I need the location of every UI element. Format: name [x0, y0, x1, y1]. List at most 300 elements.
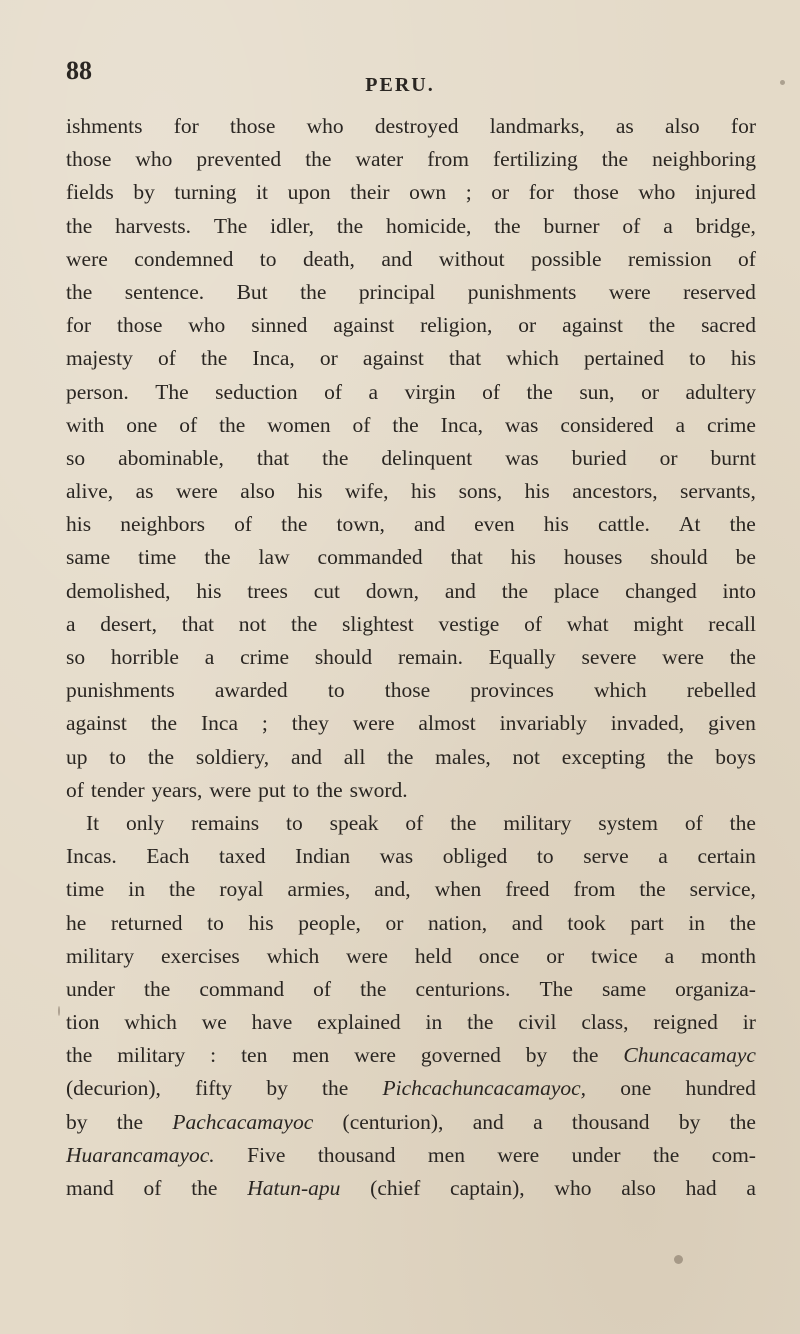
word: to	[286, 810, 303, 835]
word: remains	[191, 810, 260, 835]
word: or	[641, 379, 659, 404]
word: which	[266, 943, 320, 968]
word: those	[573, 180, 619, 205]
word: to	[292, 777, 310, 802]
word: and	[413, 512, 445, 537]
word: were	[346, 943, 388, 968]
word: certain	[697, 844, 756, 869]
word: or	[518, 313, 537, 338]
word: the	[204, 545, 231, 570]
word: a	[663, 213, 673, 238]
word: destroyed	[374, 114, 459, 138]
word: landmarks,	[489, 114, 585, 138]
word: men	[427, 1142, 465, 1167]
word: neighbors	[120, 512, 205, 537]
text-line	[66, 1139, 756, 1172]
text-line	[66, 641, 756, 674]
word: of	[352, 412, 371, 437]
page-number: 88	[66, 56, 92, 85]
word: Each	[146, 844, 190, 869]
word: from	[573, 877, 616, 902]
word: the	[729, 645, 756, 669]
text-line	[66, 1072, 756, 1105]
word: cut	[313, 578, 340, 603]
word: the	[291, 611, 318, 636]
word: by	[66, 1109, 88, 1134]
word: punishments	[66, 678, 175, 703]
word: to	[259, 246, 277, 271]
word: of	[738, 246, 756, 271]
word: to	[689, 346, 706, 371]
word: armies,	[287, 877, 351, 902]
word: from	[427, 147, 470, 172]
word: the	[653, 1142, 680, 1167]
word: to	[207, 910, 224, 935]
word: town,	[336, 512, 385, 537]
word: com-	[711, 1142, 756, 1167]
word: service,	[689, 877, 756, 902]
word: sun,	[579, 379, 615, 404]
word: Chuncacamayc	[623, 1043, 756, 1068]
word: captain),	[450, 1176, 525, 1200]
word: the	[147, 744, 175, 769]
word: civil	[518, 1010, 557, 1035]
word: the	[66, 1043, 93, 1068]
word: were	[209, 777, 252, 802]
text-line	[66, 940, 756, 973]
word: that	[181, 611, 215, 636]
word: harvests.	[115, 213, 191, 238]
text-line	[66, 1106, 756, 1139]
word: into	[722, 578, 756, 603]
text-line	[66, 707, 756, 740]
word: put	[258, 777, 286, 802]
text-line	[66, 873, 756, 906]
word: condemned	[134, 246, 234, 271]
word: was	[505, 445, 539, 470]
word: of	[405, 810, 424, 835]
word: ancestors,	[572, 479, 658, 504]
word: taxed	[218, 844, 266, 869]
word: to	[536, 844, 554, 869]
word: exercises	[160, 943, 240, 968]
word: were	[497, 1142, 540, 1167]
word: only	[126, 810, 165, 835]
text-line	[66, 342, 756, 375]
word: the	[392, 412, 419, 437]
word: took	[567, 910, 606, 935]
word: under	[571, 1142, 621, 1167]
word: as	[135, 479, 154, 504]
word: wife,	[344, 479, 389, 504]
word: against	[66, 711, 127, 736]
word: almost	[418, 711, 476, 736]
word: invariably	[499, 711, 587, 736]
word: cattle.	[597, 512, 650, 537]
word: system	[598, 810, 659, 835]
word: speak	[329, 810, 379, 835]
word: who	[135, 147, 173, 172]
word: or	[659, 445, 678, 470]
word: that	[256, 445, 290, 470]
word: invaded,	[610, 711, 685, 736]
word: severe	[581, 645, 637, 669]
word: At	[678, 512, 701, 537]
word: punishments	[467, 279, 577, 304]
word: thousand	[571, 1109, 650, 1134]
word: seduction	[215, 379, 298, 404]
word: royal	[219, 877, 264, 902]
word: remission	[627, 246, 712, 271]
word: of	[313, 976, 332, 1001]
word: which	[506, 346, 559, 371]
word: of	[622, 213, 641, 238]
word: against	[362, 346, 424, 371]
word: military	[503, 810, 572, 835]
word: sinned	[251, 313, 308, 338]
word: the	[639, 877, 666, 902]
word: It	[86, 810, 100, 835]
paper-speck	[674, 1255, 683, 1264]
word: time	[66, 877, 105, 902]
word: as	[615, 114, 634, 138]
word: fields	[66, 180, 114, 205]
word: their	[350, 180, 390, 205]
word: who	[638, 180, 676, 205]
word: tender	[90, 777, 145, 802]
word: the	[494, 213, 521, 238]
text-line	[66, 442, 756, 475]
word: those	[116, 313, 163, 338]
word: death,	[302, 246, 355, 271]
word: trees	[247, 578, 288, 603]
word: sacred	[701, 313, 756, 338]
word: organiza-	[675, 976, 756, 1001]
word: he	[66, 910, 87, 935]
word: the	[219, 412, 246, 437]
word: Inca	[201, 711, 238, 736]
word: command	[199, 976, 285, 1001]
word: were	[66, 246, 108, 271]
word: were	[352, 711, 395, 736]
word: the	[305, 147, 332, 172]
word: those	[66, 147, 112, 172]
word: (decurion),	[66, 1076, 161, 1101]
text-line	[66, 1039, 756, 1072]
word: the	[322, 445, 349, 470]
word: against	[333, 313, 395, 338]
word: The	[539, 976, 573, 1001]
word: should	[650, 545, 708, 570]
word: class,	[581, 1010, 629, 1035]
word: burnt	[710, 445, 756, 470]
word: nation,	[428, 910, 488, 935]
word: part	[630, 910, 664, 935]
word: servants,	[680, 479, 756, 504]
word: even	[474, 512, 515, 537]
word: under	[66, 976, 115, 1001]
word: a	[533, 1109, 543, 1134]
text-line	[66, 674, 756, 707]
word: Five	[247, 1142, 286, 1167]
word: or	[546, 943, 565, 968]
text-line	[66, 110, 756, 143]
word: have	[251, 1010, 293, 1035]
word: the	[729, 810, 756, 835]
word: the	[336, 213, 364, 238]
word: of	[157, 346, 176, 371]
word: also	[240, 479, 275, 504]
word: in	[425, 1010, 443, 1035]
word: by	[266, 1076, 288, 1101]
word: not	[238, 611, 267, 636]
word: virgin	[404, 379, 456, 404]
word: or	[319, 346, 338, 371]
word: Pachcacamayoc	[172, 1109, 314, 1134]
word: a	[204, 645, 215, 669]
word: or	[385, 910, 404, 935]
word: a	[368, 379, 379, 404]
word: in	[688, 910, 706, 935]
word: and	[444, 578, 476, 603]
word: sons,	[458, 479, 503, 504]
word: alive,	[66, 479, 114, 504]
word: religion,	[420, 313, 493, 338]
word: also	[665, 114, 700, 138]
word: excepting	[561, 744, 646, 769]
word: the	[281, 512, 308, 537]
paper-speck	[58, 1006, 60, 1016]
word: by	[678, 1109, 701, 1134]
word: held	[414, 943, 452, 968]
word: his	[411, 479, 437, 504]
word: his	[524, 479, 550, 504]
word: that	[448, 346, 482, 371]
word: the	[316, 777, 343, 802]
text-line	[66, 541, 756, 574]
word: ;	[261, 711, 268, 736]
word: idler,	[270, 213, 315, 238]
word: which	[124, 1010, 177, 1035]
word: what	[566, 611, 609, 636]
word: neighboring	[652, 147, 756, 172]
text-line	[66, 475, 756, 508]
word: principal	[358, 279, 436, 304]
text-line	[66, 276, 756, 309]
word: and	[472, 1109, 504, 1134]
word: Hatun-apu	[247, 1176, 341, 1200]
word: and	[381, 246, 413, 271]
word: commanded	[317, 545, 423, 570]
word: the	[150, 711, 178, 736]
word: also	[621, 1176, 656, 1200]
word: remain.	[397, 645, 464, 669]
word: were	[354, 1043, 396, 1068]
word: adultery	[685, 379, 756, 404]
word: sword.	[349, 777, 408, 802]
word: Indian	[295, 844, 351, 869]
word: his	[510, 545, 536, 570]
word: military	[66, 943, 135, 968]
word: to	[109, 744, 127, 769]
word: reigned	[653, 1010, 718, 1035]
word: time	[138, 545, 177, 570]
word: (centurion),	[342, 1109, 444, 1134]
word: ir	[742, 1010, 756, 1035]
word: the	[450, 810, 477, 835]
word: returned	[110, 910, 183, 935]
word: his	[730, 346, 756, 371]
word: injured	[694, 180, 756, 205]
word: recall	[708, 611, 756, 636]
word: ;	[465, 180, 472, 205]
word: buried	[571, 445, 627, 470]
word: burner	[543, 213, 600, 238]
word: the	[667, 744, 694, 769]
word: the	[201, 346, 228, 371]
word: the	[322, 1076, 349, 1101]
word: the	[144, 976, 171, 1001]
word: his	[66, 512, 92, 537]
word: the	[66, 213, 93, 238]
word: were	[662, 645, 704, 669]
word: the	[66, 279, 93, 304]
word: those	[384, 678, 431, 703]
word: freed	[505, 877, 550, 902]
word: the	[648, 313, 676, 338]
word: explained	[317, 1010, 401, 1035]
word: fertilizing	[493, 147, 578, 172]
word: majesty	[66, 346, 133, 371]
text-line	[66, 807, 756, 840]
word: or	[491, 180, 510, 205]
word: to	[327, 678, 345, 703]
word: who	[554, 1176, 592, 1200]
word: Pichcachuncacamayoc,	[382, 1076, 587, 1101]
word: soldiery,	[195, 744, 270, 769]
word: pertained	[583, 346, 664, 371]
text-line	[66, 176, 756, 209]
word: his	[543, 512, 569, 537]
word: the	[729, 910, 756, 935]
word: But	[236, 279, 268, 304]
word: by	[525, 1043, 548, 1068]
word: given	[708, 711, 756, 736]
word: the	[116, 1109, 144, 1134]
word: people,	[298, 910, 361, 935]
word: his	[248, 910, 274, 935]
word: of	[234, 512, 252, 537]
word: houses	[563, 545, 623, 570]
text-line	[66, 608, 756, 641]
word: of	[143, 1176, 162, 1200]
word: of	[179, 412, 198, 437]
word: turning	[174, 180, 237, 205]
word: month	[701, 943, 756, 968]
word: women	[267, 412, 331, 437]
word: who	[306, 114, 344, 138]
word: serve	[583, 844, 629, 869]
word: reserved	[683, 279, 756, 304]
word: we	[201, 1010, 227, 1035]
word: men	[292, 1043, 330, 1068]
word: boys	[715, 744, 756, 769]
word: a	[675, 412, 686, 437]
word: ten	[241, 1043, 268, 1068]
word: sentence.	[124, 279, 205, 304]
word: without	[438, 246, 505, 271]
word: in	[128, 877, 145, 902]
word: his	[196, 578, 222, 603]
word: should	[314, 645, 373, 669]
text-line	[66, 840, 756, 873]
text-line	[66, 741, 756, 774]
word: rebelled	[686, 678, 756, 703]
text-line	[66, 973, 756, 1006]
word: tion	[66, 1010, 100, 1035]
word: a	[658, 844, 668, 869]
word: one	[126, 412, 158, 437]
word: ishments	[66, 114, 143, 138]
word: awarded	[214, 678, 288, 703]
word: years,	[151, 777, 203, 802]
word: against	[562, 313, 623, 338]
word: so	[66, 445, 86, 470]
word: obliged	[442, 844, 508, 869]
word: down,	[365, 578, 419, 603]
word: The	[213, 213, 248, 238]
word: the	[601, 147, 629, 172]
word: centurions.	[415, 976, 511, 1001]
word: had	[685, 1176, 717, 1200]
word: the	[526, 379, 553, 404]
word: possible	[531, 246, 602, 271]
word: for	[528, 180, 554, 205]
word: all	[343, 744, 366, 769]
text-line	[66, 907, 756, 940]
word: (chief	[370, 1176, 421, 1200]
word: they	[291, 711, 329, 736]
word: and	[290, 744, 322, 769]
word: upon	[287, 180, 331, 205]
word: males,	[435, 744, 491, 769]
word: slightest	[342, 611, 414, 636]
word: :	[210, 1043, 217, 1068]
word: be	[735, 545, 756, 570]
word: crime	[240, 645, 290, 669]
text-line	[66, 143, 756, 176]
word: the	[729, 1109, 756, 1134]
word: desert,	[100, 611, 158, 636]
word: was	[379, 844, 414, 869]
word: by	[133, 180, 155, 205]
word: were	[176, 479, 218, 504]
word: one	[620, 1076, 652, 1101]
word: who	[188, 313, 226, 338]
word: might	[633, 611, 684, 636]
word: of	[66, 777, 84, 802]
word: bridge,	[695, 213, 756, 238]
word: homicide,	[386, 213, 472, 238]
word: so	[66, 645, 86, 669]
word: those	[230, 114, 276, 138]
text-line	[66, 243, 756, 276]
word: the	[501, 578, 529, 603]
word: of	[482, 379, 500, 404]
word: of	[684, 810, 703, 835]
word: provinces	[470, 678, 554, 703]
word: the	[387, 744, 414, 769]
